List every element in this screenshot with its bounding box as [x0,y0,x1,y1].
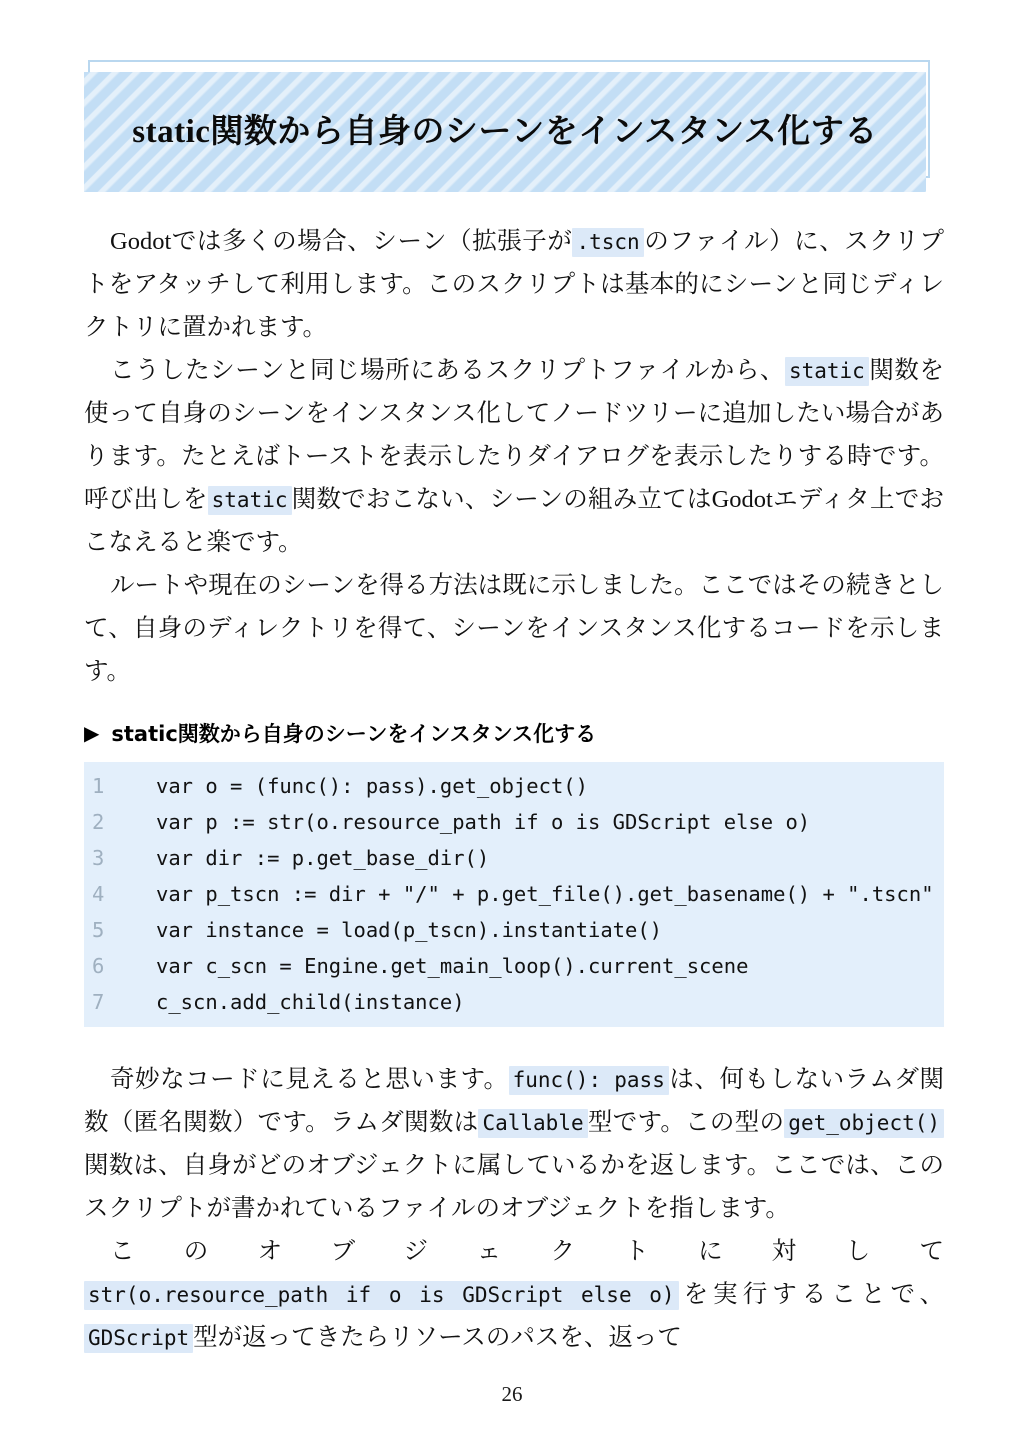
body-text-top [84,220,944,693]
paragraph-2: こうしたシーンと同じ場所にあるスクリプトファイルから、 static 関数を使って自身のシーンをインスタンス化してノードツリーに追加したい場合があります。たとえばトーストを表示したりダイアログを表示したりする時です。呼び出しを static 関数でおこない、シーンの組み立てはGodotエディタ上でおこなえると楽です。 [84,357,944,556]
paragraph-3: ルートや現在のシーンを得る方法は既に示しました。ここではその続きとして、自身のディレクトリを得て、シーンをインスタンス化するコードを示します。 [84,572,944,685]
inline-code: get_object() [784,1109,944,1138]
code-line-source: var dir := p.get_base_dir() [156,846,490,870]
code-line-number: 3 [92,846,105,870]
code-line-number: 4 [92,882,105,906]
code-line-source: c_scn.add_child(instance) [156,990,465,1014]
code-line-source: var instance = load(p_tscn).instantiate() [156,918,663,942]
code-line [84,774,944,810]
code-line-source: var p_tscn := dir + "/" + p.get_file().get_basename() + ".tscn" [156,882,934,906]
inline-code: static [208,486,292,515]
inline-code: .tscn [572,228,643,257]
page-number: 26 [501,1382,523,1406]
code-caption-label: static関数から自身のシーンをインスタンス化する [111,722,597,746]
title-banner [84,60,932,200]
title-banner-fill [84,72,926,192]
inline-code: func(): pass [509,1066,669,1095]
inline-code: Callable [478,1109,587,1138]
code-line [84,882,944,918]
inline-code: str(o.resource_path if o is GDScript else o) [84,1281,679,1310]
code-block [84,762,944,1027]
code-line-number: 5 [92,918,105,942]
paragraph-4: 奇妙なコードに見えると思います。 func(): pass は、何もしないラムダ関数（匿名関数）です。ラムダ関数は Callable 型です。この型の get_object()関数は、自身がどのオブジェクトに属しているかを返します。ここでは、このスクリプトが書かれているファイルのオブジェクトを指します。 [84,1066,944,1222]
code-line-source: var o = (func(): pass).get_object() [156,774,588,798]
inline-code: GDScript [84,1324,193,1353]
body-text-bottom [84,1058,944,1359]
code-line-number: 7 [92,990,105,1014]
code-line-number: 2 [92,810,105,834]
triangle-marker-icon: ▶ [84,721,100,745]
inline-code: static [785,357,869,386]
code-line [84,954,944,990]
page-title: static関数から自身のシーンをインスタンス化する [132,113,878,150]
paragraph-5: このオブジェクトに対してstr(o.resource_path if o is GDScript else o) を実行することで、GDScript 型が返ってきたらリソースのパスを、返って [84,1230,944,1359]
code-line [84,918,944,954]
code-line [84,810,944,846]
code-line-number: 6 [92,954,105,978]
code-line-source: var c_scn = Engine.get_main_loop().current_scene [156,954,749,978]
code-caption [84,718,596,748]
code-line [84,846,944,882]
code-line-number: 1 [92,774,105,798]
code-line [84,990,944,1026]
paragraph-1: Godotでは多くの場合、シーン（拡張子が .tscn のファイル）に、スクリプトをアタッチして利用します。このスクリプトは基本的にシーンと同じディレクトリに置かれます。 [84,228,944,341]
code-line-source: var p := str(o.resource_path if o is GDScript else o) [156,810,811,834]
